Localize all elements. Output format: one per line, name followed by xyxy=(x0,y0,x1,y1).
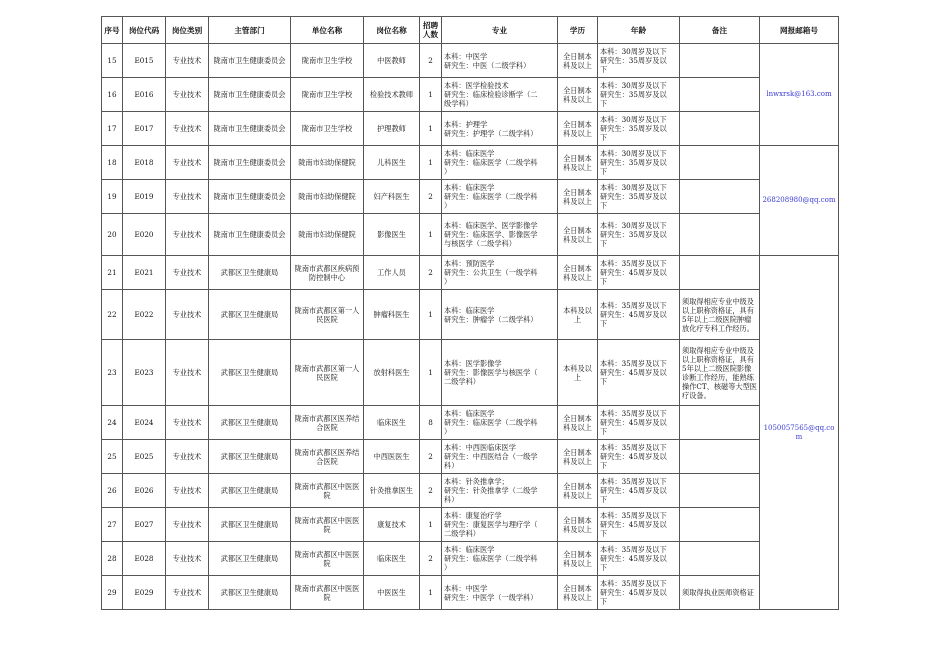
cell-note xyxy=(680,542,760,576)
cell-education: 全日制本科及以上 xyxy=(558,542,598,576)
cell-major-line: 研究生：护理学（二级学科） xyxy=(444,128,538,138)
cell-major-line: 本科：临床医学 xyxy=(444,409,495,418)
cell-category: 专业技术 xyxy=(166,290,209,340)
cell-age xyxy=(598,440,680,474)
cell-unit: 陇南市妇幼保健院 xyxy=(291,214,364,256)
cell-category: 专业技术 xyxy=(166,78,209,112)
cell-post: 中医医生 xyxy=(364,576,420,610)
cell-count: 1 xyxy=(420,508,442,542)
cell-major-line: 研究生：中医学（一级学科） xyxy=(444,592,538,602)
cell-category: 专业技术 xyxy=(166,440,209,474)
table-row xyxy=(102,576,839,610)
cell-count: 2 xyxy=(420,474,442,508)
cell-major xyxy=(442,256,558,290)
cell-category: 专业技术 xyxy=(166,340,209,406)
cell-no: 24 xyxy=(102,406,123,440)
cell-note: 须取得相应专业中级及以上职称资格证，具有5年以上二级医院影像诊断工作经历，能熟练操作CT、核磁等大型医疗设备。 xyxy=(680,340,760,406)
cell-department: 陇南市卫生健康委员会 xyxy=(209,44,291,78)
cell-note xyxy=(680,406,760,440)
cell-major-line: 级学科） xyxy=(444,99,473,108)
cell-count: 2 xyxy=(420,44,442,78)
cell-age-line: 下 xyxy=(600,529,608,538)
cell-code: E023 xyxy=(123,340,166,406)
cell-no: 23 xyxy=(102,340,123,406)
cell-no: 20 xyxy=(102,214,123,256)
cell-age xyxy=(598,406,680,440)
table-row xyxy=(102,406,839,440)
cell-post: 临床医生 xyxy=(364,542,420,576)
cell-code: E025 xyxy=(123,440,166,474)
cell-age-line: 研究生：45周岁及以 xyxy=(600,520,667,529)
cell-note xyxy=(680,508,760,542)
table-row xyxy=(102,214,839,256)
cell-age-line: 本科：30周岁及以下 xyxy=(600,81,667,90)
cell-category: 专业技术 xyxy=(166,256,209,290)
header-cell: 序号 xyxy=(102,17,123,44)
cell-no: 28 xyxy=(102,542,123,576)
cell-age-line: 下 xyxy=(600,167,608,176)
cell-major-line: 研究生：公共卫生（一级学科 xyxy=(444,268,538,277)
cell-department: 武都区卫生健康局 xyxy=(209,406,291,440)
cell-major-line: 研究生：临床医学（二级学科 xyxy=(444,158,538,167)
cell-post: 中西医医生 xyxy=(364,440,420,474)
header-cell: 网报邮箱号 xyxy=(760,17,839,44)
table-row xyxy=(102,474,839,508)
cell-department: 陇南市卫生健康委员会 xyxy=(209,112,291,146)
cell-department: 陇南市卫生健康委员会 xyxy=(209,180,291,214)
cell-major-line: 本科：中医学 xyxy=(444,51,488,61)
cell-age xyxy=(598,542,680,576)
header-row xyxy=(102,17,839,44)
cell-age-line: 本科：35周岁及以下 xyxy=(600,259,667,268)
cell-major-line: 科） xyxy=(444,495,459,504)
cell-age-line: 研究生：45周岁及以 xyxy=(600,588,667,597)
cell-unit: 陇南市武都区中医医院 xyxy=(291,542,364,576)
cell-age-line: 研究生：35周岁及以 xyxy=(600,56,667,65)
cell-age-line: 下 xyxy=(600,495,608,504)
header-cell: 岗位名称 xyxy=(364,17,420,44)
cell-major-line: 本科：医学影像学 xyxy=(444,359,502,368)
cell-no: 18 xyxy=(102,146,123,180)
cell-department: 武都区卫生健康局 xyxy=(209,576,291,610)
cell-major-line: 研究生：临床医学（二级学科 xyxy=(444,192,538,201)
cell-age-line: 下 xyxy=(600,597,608,606)
cell-department: 武都区卫生健康局 xyxy=(209,542,291,576)
cell-category: 专业技术 xyxy=(166,576,209,610)
cell-age-line: 研究生：45周岁及以 xyxy=(600,268,667,277)
cell-major xyxy=(442,340,558,406)
cell-count: 2 xyxy=(420,256,442,290)
header-cell: 岗位代码 xyxy=(123,17,166,44)
cell-department: 陇南市卫生健康委员会 xyxy=(209,146,291,180)
cell-unit: 陇南市妇幼保健院 xyxy=(291,180,364,214)
cell-count: 8 xyxy=(420,406,442,440)
cell-count: 1 xyxy=(420,290,442,340)
header-cell: 岗位类别 xyxy=(166,17,209,44)
cell-note xyxy=(680,112,760,146)
cell-post: 康复技术 xyxy=(364,508,420,542)
cell-education: 全日制本科及以上 xyxy=(558,180,598,214)
cell-education: 全日制本科及以上 xyxy=(558,146,598,180)
cell-age-line: 本科：35周岁及以下 xyxy=(600,301,667,310)
cell-major xyxy=(442,214,558,256)
table-row xyxy=(102,440,839,474)
cell-department: 武都区卫生健康局 xyxy=(209,256,291,290)
table-row xyxy=(102,508,839,542)
cell-age-line: 下 xyxy=(600,201,608,210)
cell-age-line: 本科：30周岁及以下 xyxy=(600,149,667,158)
cell-unit: 陇南市卫生学校 xyxy=(291,44,364,78)
table-row xyxy=(102,146,839,180)
cell-major-line: 科） xyxy=(444,461,459,470)
cell-note xyxy=(680,440,760,474)
cell-education: 全日制本科及以上 xyxy=(558,406,598,440)
table-row xyxy=(102,44,839,78)
cell-post: 放射科医生 xyxy=(364,340,420,406)
cell-code: E021 xyxy=(123,256,166,290)
recruitment-table xyxy=(101,16,839,610)
cell-major xyxy=(442,508,558,542)
cell-age-line: 本科：35周岁及以下 xyxy=(600,409,667,418)
cell-code: E027 xyxy=(123,508,166,542)
cell-age-line: 下 xyxy=(600,427,608,436)
cell-post: 工作人员 xyxy=(364,256,420,290)
table-row xyxy=(102,290,839,340)
cell-age xyxy=(598,146,680,180)
cell-email: 268208980@qq.com xyxy=(760,146,839,256)
cell-major-line: 研究生：针灸推拿学（二级学 xyxy=(444,486,538,495)
cell-age-line: 研究生：35周岁及以 xyxy=(600,124,667,133)
cell-age xyxy=(598,508,680,542)
cell-code: E020 xyxy=(123,214,166,256)
cell-major xyxy=(442,576,558,610)
cell-major-line: 本科：临床医学 xyxy=(444,545,495,554)
cell-age-line: 研究生：45周岁及以 xyxy=(600,486,667,495)
cell-major-line: 研究生：中西医结合（一级学 xyxy=(444,452,538,461)
cell-major-line: ） xyxy=(444,427,452,436)
cell-email: 1050057565@qq.com xyxy=(760,256,839,610)
cell-age-line: 研究生：35周岁及以 xyxy=(600,158,667,167)
cell-no: 15 xyxy=(102,44,123,78)
cell-major xyxy=(442,180,558,214)
cell-unit: 陇南市武都区第一人民医院 xyxy=(291,290,364,340)
cell-age-line: 下 xyxy=(600,319,608,328)
cell-note xyxy=(680,214,760,256)
header-cell: 备注 xyxy=(680,17,760,44)
cell-age-line: 研究生：45周岁及以 xyxy=(600,554,667,563)
cell-code: E022 xyxy=(123,290,166,340)
table-row xyxy=(102,542,839,576)
cell-major-line: 研究生：康复医学与理疗学（ xyxy=(444,520,538,529)
cell-department: 武都区卫生健康局 xyxy=(209,440,291,474)
cell-email: lnwxrsk@163.com xyxy=(760,44,839,146)
cell-category: 专业技术 xyxy=(166,406,209,440)
cell-post: 检验技术教师 xyxy=(364,78,420,112)
cell-unit: 陇南市卫生学校 xyxy=(291,112,364,146)
cell-unit: 陇南市妇幼保健院 xyxy=(291,146,364,180)
cell-education: 全日制本科及以上 xyxy=(558,474,598,508)
cell-code: E026 xyxy=(123,474,166,508)
cell-note: 须取得执业医师资格证 xyxy=(680,576,760,610)
cell-no: 27 xyxy=(102,508,123,542)
cell-post: 妇产科医生 xyxy=(364,180,420,214)
cell-major-line: 研究生：临床医学（二级学科 xyxy=(444,418,538,427)
cell-no: 22 xyxy=(102,290,123,340)
cell-code: E028 xyxy=(123,542,166,576)
cell-unit: 陇南市武都区中医医院 xyxy=(291,508,364,542)
cell-count: 1 xyxy=(420,146,442,180)
cell-age-line: 下 xyxy=(600,277,608,286)
cell-major-line: 与核医学（二级学科） xyxy=(444,239,516,248)
cell-age xyxy=(598,180,680,214)
cell-unit: 陇南市武都区医养结合医院 xyxy=(291,440,364,474)
cell-major-line: 研究生：临床医学、影像医学 xyxy=(444,230,538,239)
cell-age-line: 本科：35周岁及以下 xyxy=(600,443,667,452)
cell-age xyxy=(598,112,680,146)
cell-count: 1 xyxy=(420,112,442,146)
cell-note xyxy=(680,256,760,290)
cell-code: E016 xyxy=(123,78,166,112)
cell-age-line: 研究生：35周岁及以 xyxy=(600,230,667,239)
cell-major-line: 研究生：临床医学（二级学科 xyxy=(444,554,538,563)
cell-code: E015 xyxy=(123,44,166,78)
cell-post: 护理教师 xyxy=(364,112,420,146)
cell-category: 专业技术 xyxy=(166,542,209,576)
cell-age-line: 本科：35周岁及以下 xyxy=(600,511,667,520)
cell-education: 全日制本科及以上 xyxy=(558,44,598,78)
cell-department: 武都区卫生健康局 xyxy=(209,290,291,340)
cell-major-line: 本科：临床医学 xyxy=(444,305,495,315)
cell-department: 陇南市卫生健康委员会 xyxy=(209,78,291,112)
cell-department: 陇南市卫生健康委员会 xyxy=(209,214,291,256)
cell-note xyxy=(680,146,760,180)
cell-post: 中医教师 xyxy=(364,44,420,78)
cell-unit: 陇南市武都区中医医院 xyxy=(291,576,364,610)
cell-age xyxy=(598,78,680,112)
cell-major xyxy=(442,112,558,146)
cell-age-line: 研究生：45周岁及以 xyxy=(600,418,667,427)
cell-age-line: 本科：35周岁及以下 xyxy=(600,477,667,486)
cell-age-line: 下 xyxy=(600,563,608,572)
cell-age-line: 研究生：45周岁及以 xyxy=(600,310,667,319)
cell-note xyxy=(680,78,760,112)
cell-unit: 陇南市武都区医养结合医院 xyxy=(291,406,364,440)
cell-note xyxy=(680,44,760,78)
cell-age-line: 下 xyxy=(600,377,608,386)
spreadsheet xyxy=(101,16,839,610)
cell-note xyxy=(680,180,760,214)
cell-age-line: 研究生：45周岁及以 xyxy=(600,368,667,377)
header-cell: 主管部门 xyxy=(209,17,291,44)
cell-count: 1 xyxy=(420,340,442,406)
cell-major xyxy=(442,78,558,112)
cell-age-line: 研究生：45周岁及以 xyxy=(600,452,667,461)
cell-education: 全日制本科及以上 xyxy=(558,440,598,474)
cell-education: 本科及以上 xyxy=(558,340,598,406)
cell-age-line: 下 xyxy=(600,461,608,470)
cell-department: 武都区卫生健康局 xyxy=(209,474,291,508)
cell-count: 1 xyxy=(420,214,442,256)
cell-education: 全日制本科及以上 xyxy=(558,78,598,112)
cell-major-line: 本科：临床医学、医学影像学 xyxy=(444,221,538,230)
cell-count: 1 xyxy=(420,576,442,610)
cell-age xyxy=(598,290,680,340)
cell-code: E017 xyxy=(123,112,166,146)
cell-note xyxy=(680,474,760,508)
cell-major-line: ） xyxy=(444,563,452,572)
cell-age-line: 本科：30周岁及以下 xyxy=(600,221,667,230)
cell-major-line: 本科：预防医学 xyxy=(444,259,495,268)
cell-major-line: 二级学科） xyxy=(444,377,480,386)
cell-major xyxy=(442,440,558,474)
cell-age xyxy=(598,44,680,78)
header-cell: 单位名称 xyxy=(291,17,364,44)
cell-category: 专业技术 xyxy=(166,214,209,256)
cell-major xyxy=(442,474,558,508)
cell-age-line: 本科：35周岁及以下 xyxy=(600,545,667,554)
cell-department: 武都区卫生健康局 xyxy=(209,508,291,542)
cell-category: 专业技术 xyxy=(166,180,209,214)
cell-major-line: ） xyxy=(444,167,452,176)
cell-post: 针灸推拿医生 xyxy=(364,474,420,508)
header-cell: 学历 xyxy=(558,17,598,44)
table-row xyxy=(102,256,839,290)
cell-major-line: 研究生：肿瘤学（二级学科） xyxy=(444,314,538,324)
cell-code: E018 xyxy=(123,146,166,180)
table-row xyxy=(102,340,839,406)
cell-no: 17 xyxy=(102,112,123,146)
cell-age xyxy=(598,256,680,290)
cell-unit: 陇南市武都区第一人民医院 xyxy=(291,340,364,406)
cell-no: 16 xyxy=(102,78,123,112)
table-row xyxy=(102,78,839,112)
cell-count: 1 xyxy=(420,78,442,112)
cell-education: 全日制本科及以上 xyxy=(558,576,598,610)
cell-education: 本科及以上 xyxy=(558,290,598,340)
cell-no: 26 xyxy=(102,474,123,508)
cell-age xyxy=(598,576,680,610)
cell-age-line: 本科：35周岁及以下 xyxy=(600,359,667,368)
cell-age-line: 本科：30周岁及以下 xyxy=(600,47,667,56)
cell-major-line: 本科：临床医学 xyxy=(444,149,495,158)
cell-category: 专业技术 xyxy=(166,146,209,180)
cell-major-line: ） xyxy=(444,201,452,210)
cell-no: 19 xyxy=(102,180,123,214)
cell-education: 全日制本科及以上 xyxy=(558,508,598,542)
cell-no: 21 xyxy=(102,256,123,290)
cell-code: E029 xyxy=(123,576,166,610)
cell-major xyxy=(442,406,558,440)
cell-no: 25 xyxy=(102,440,123,474)
cell-major-line: 研究生：中医（二级学科） xyxy=(444,60,531,70)
cell-age-line: 本科：30周岁及以下 xyxy=(600,183,667,192)
header-cell: 专业 xyxy=(442,17,558,44)
cell-major-line: 本科：中医学 xyxy=(444,583,488,593)
cell-major-line: 本科：康复治疗学 xyxy=(444,511,502,520)
cell-education: 全日制本科及以上 xyxy=(558,256,598,290)
cell-major xyxy=(442,146,558,180)
cell-unit: 陇南市武都区疾病预防控制中心 xyxy=(291,256,364,290)
cell-major xyxy=(442,290,558,340)
cell-major-line: ） xyxy=(444,277,452,286)
cell-education: 全日制本科及以上 xyxy=(558,112,598,146)
header-cell: 招聘人数 xyxy=(420,17,442,44)
cell-department: 武都区卫生健康局 xyxy=(209,340,291,406)
cell-age-line: 研究生：35周岁及以 xyxy=(600,90,667,99)
cell-unit: 陇南市武都区中医医院 xyxy=(291,474,364,508)
cell-age-line: 下 xyxy=(600,133,608,142)
cell-post: 影像医生 xyxy=(364,214,420,256)
cell-age-line: 下 xyxy=(600,239,608,248)
cell-major-line: 研究生：影像医学与核医学（ xyxy=(444,368,538,377)
cell-major xyxy=(442,542,558,576)
cell-count: 2 xyxy=(420,542,442,576)
table-row xyxy=(102,180,839,214)
cell-age-line: 本科：35周岁及以下 xyxy=(600,579,667,588)
cell-category: 专业技术 xyxy=(166,508,209,542)
header-cell: 年龄 xyxy=(598,17,680,44)
cell-major-line: 本科：临床医学 xyxy=(444,183,495,192)
cell-note: 须取得相应专业中级及以上职称资格证，具有5年以上二级医院肿瘤放化疗专科工作经历。 xyxy=(680,290,760,340)
cell-count: 2 xyxy=(420,440,442,474)
table-row xyxy=(102,112,839,146)
cell-age-line: 本科：30周岁及以下 xyxy=(600,115,667,124)
cell-age-line: 下 xyxy=(600,65,608,74)
cell-major-line: 研究生：临床检验诊断学（二 xyxy=(444,90,538,99)
cell-education: 全日制本科及以上 xyxy=(558,214,598,256)
cell-major-line: 本科：中西医临床医学 xyxy=(444,443,516,452)
cell-age-line: 研究生：35周岁及以 xyxy=(600,192,667,201)
cell-age xyxy=(598,214,680,256)
cell-age-line: 下 xyxy=(600,99,608,108)
cell-unit: 陇南市卫生学校 xyxy=(291,78,364,112)
cell-major-line: 二级学科） xyxy=(444,529,480,538)
cell-count: 2 xyxy=(420,180,442,214)
cell-post: 临床医生 xyxy=(364,406,420,440)
cell-major-line: 本科：针灸推拿学； xyxy=(444,477,509,486)
cell-post: 儿科医生 xyxy=(364,146,420,180)
table-body xyxy=(102,44,839,610)
cell-major-line: 本科：护理学 xyxy=(444,119,488,129)
cell-category: 专业技术 xyxy=(166,44,209,78)
cell-age xyxy=(598,340,680,406)
cell-category: 专业技术 xyxy=(166,474,209,508)
cell-major-line: 本科：医学检验技术 xyxy=(444,81,509,90)
cell-code: E019 xyxy=(123,180,166,214)
cell-no: 29 xyxy=(102,576,123,610)
cell-major xyxy=(442,44,558,78)
cell-age xyxy=(598,474,680,508)
cell-category: 专业技术 xyxy=(166,112,209,146)
cell-code: E024 xyxy=(123,406,166,440)
cell-post: 肿瘤科医生 xyxy=(364,290,420,340)
